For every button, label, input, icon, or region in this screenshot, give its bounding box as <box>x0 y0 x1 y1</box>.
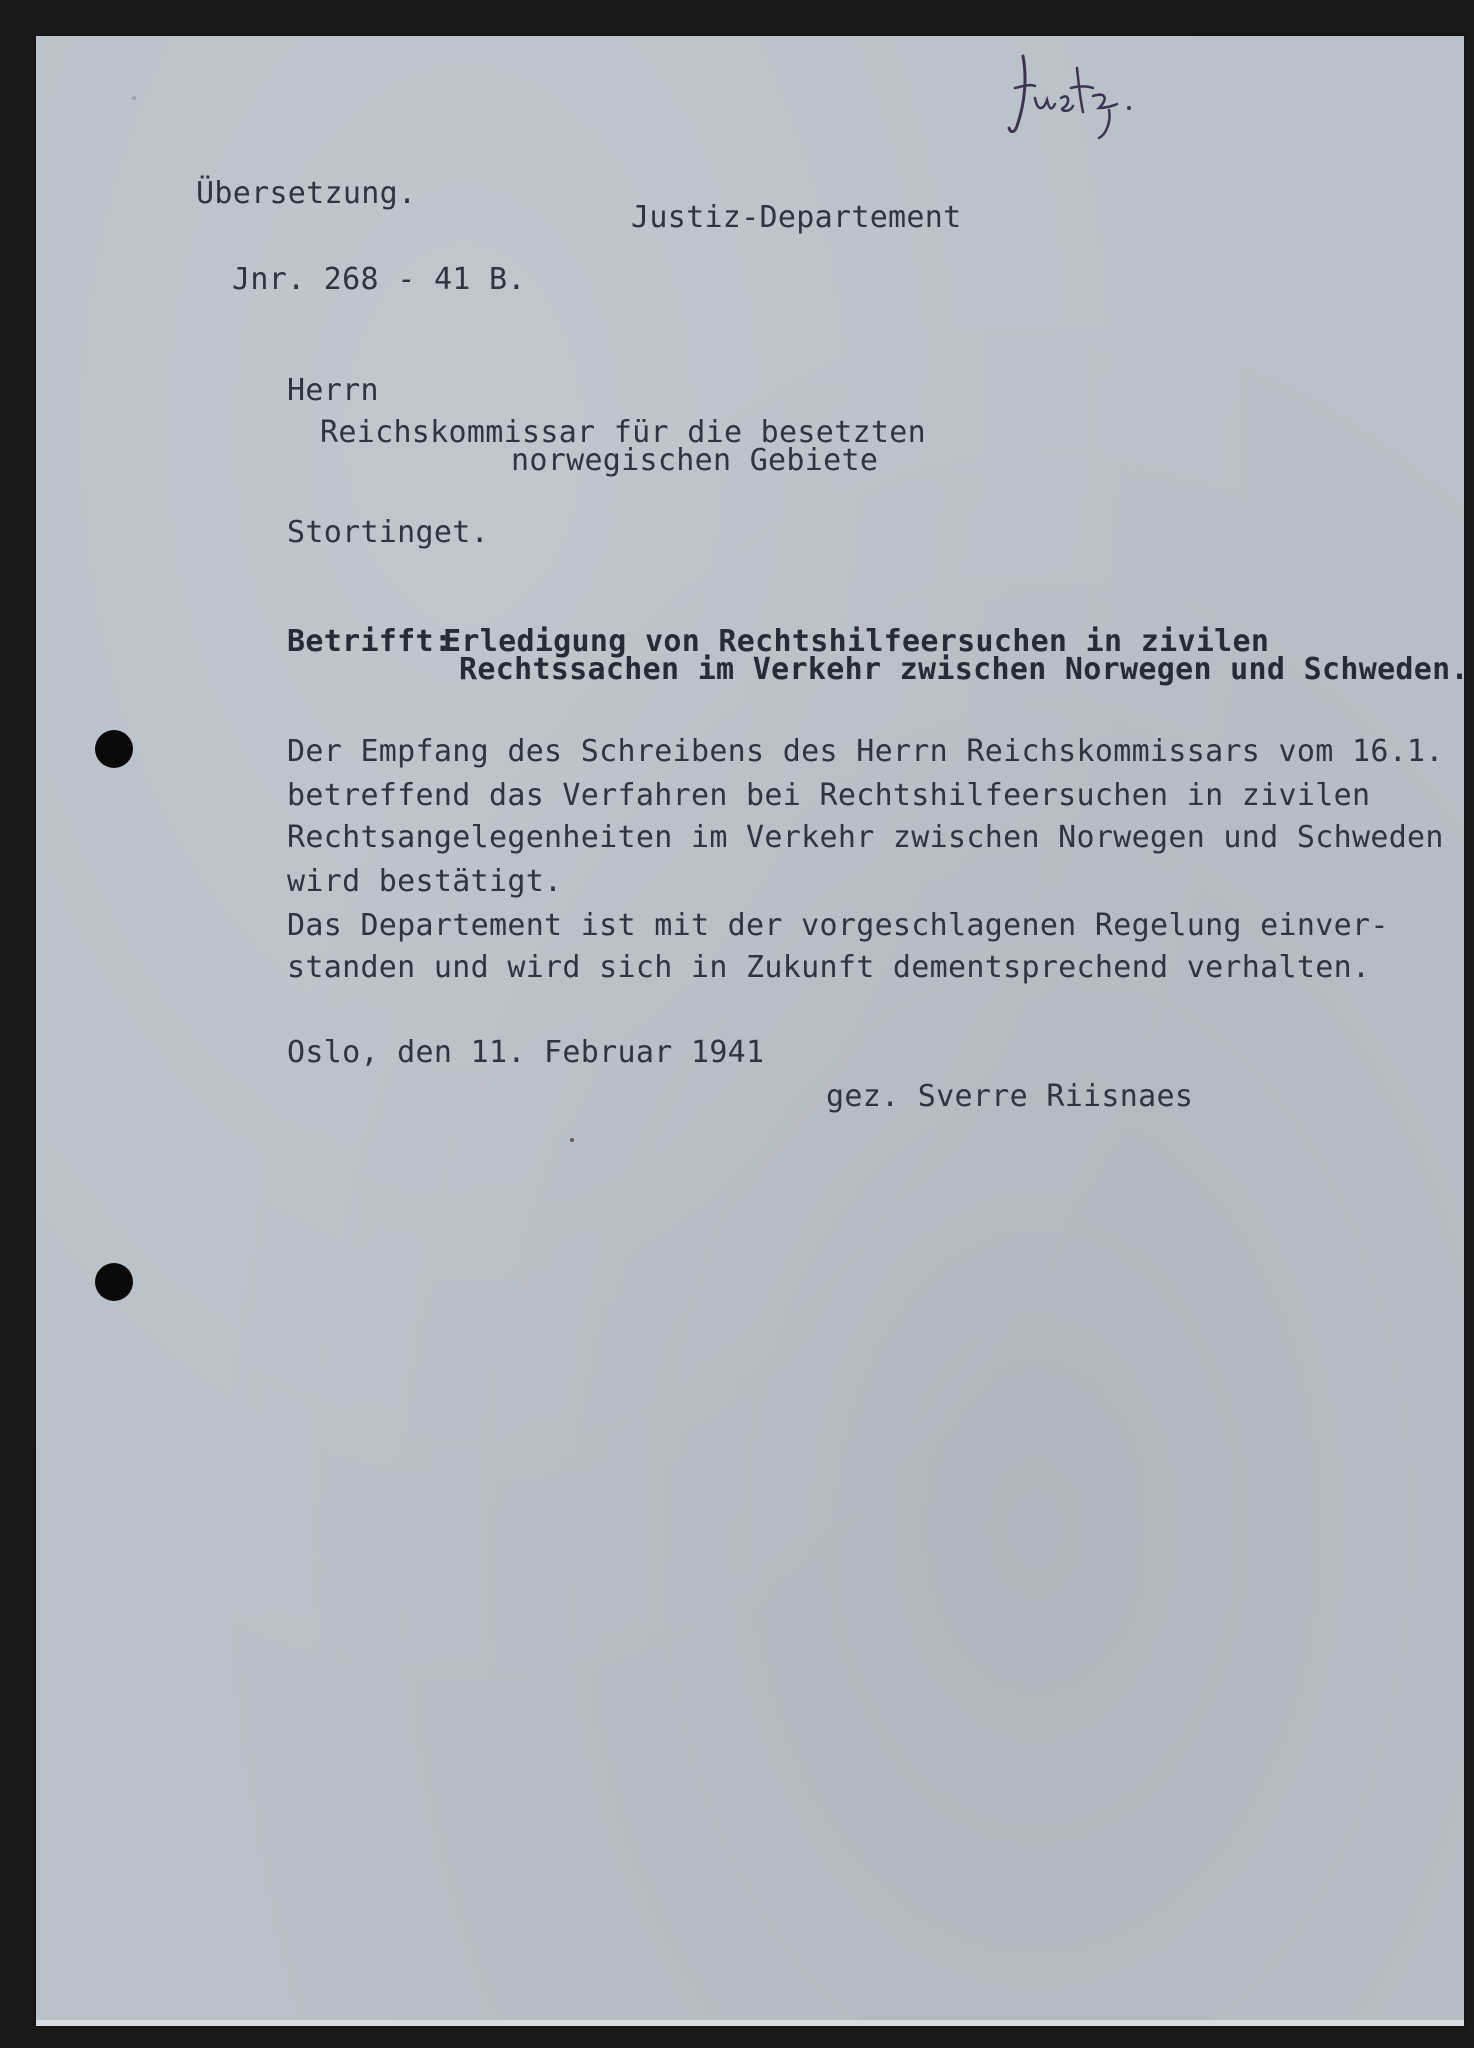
body-line: standen und wird sich in Zukunft dementsprechend verhalten. <box>287 950 1371 985</box>
signature-line: gez. Sverre Riisnaes <box>826 1079 1194 1114</box>
handwritten-annotation-icon <box>1005 48 1135 143</box>
punch-hole-top <box>95 730 133 768</box>
subject-line-2: Rechtssachen im Verkehr zwischen Norwegen und Schweden. <box>459 652 1469 687</box>
body-line: wird bestätigt. <box>287 864 563 899</box>
sheet-edge <box>36 2020 1464 2026</box>
journal-number: Jnr. 268 - 41 B. <box>232 262 526 297</box>
paper-speck <box>570 1138 574 1142</box>
body-line: Rechtsangelegenheiten im Verkehr zwischen Norwegen und Schweden <box>287 820 1444 855</box>
body-line: Das Departement ist mit der vorgeschlagenen Regelung einver- <box>287 908 1389 943</box>
body-line: Der Empfang des Schreibens des Herrn Reichskommissars vom 16.1. <box>287 734 1444 769</box>
body-line: betreffend das Verfahren bei Rechtshilfeersuchen in zivilen <box>287 778 1371 813</box>
addressee-salutation: Herrn <box>287 373 379 408</box>
addressee-line-1: Reichskommissar für die besetzten <box>320 415 926 450</box>
paper-speck <box>132 96 136 100</box>
subject-label: Betrifft: <box>287 624 453 659</box>
punch-hole-bottom <box>95 1263 133 1301</box>
subject-line-1: Erledigung von Rechtshilfeersuchen in zivilen <box>443 624 1270 659</box>
addressee-location: Stortinget. <box>287 515 489 550</box>
document-sheet <box>36 36 1464 2026</box>
addressee-line-2: norwegischen Gebiete <box>511 443 879 478</box>
header-center: Justiz-Departement <box>631 200 962 235</box>
date-line: Oslo, den 11. Februar 1941 <box>287 1035 765 1070</box>
header-left: Übersetzung. <box>196 176 417 211</box>
